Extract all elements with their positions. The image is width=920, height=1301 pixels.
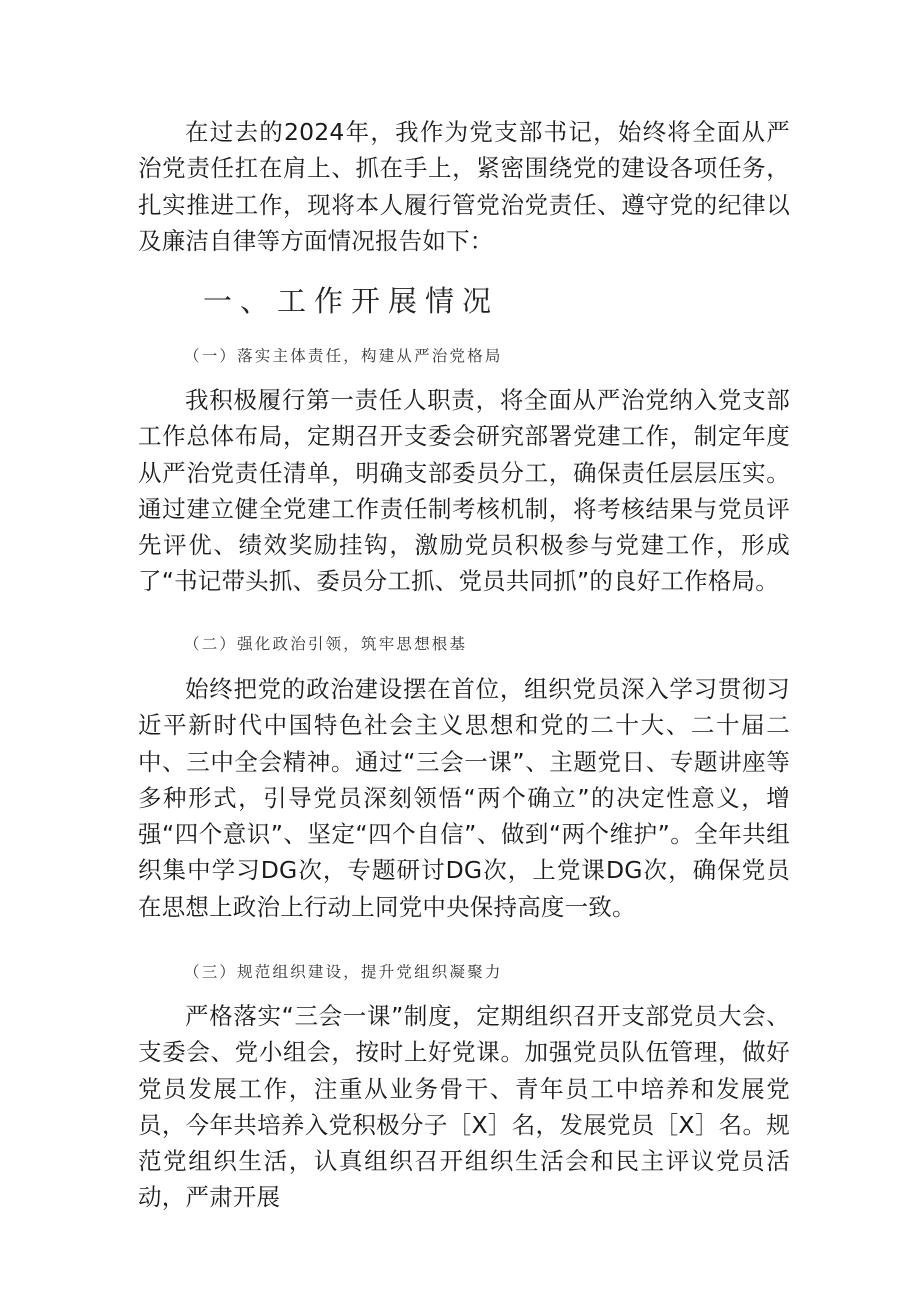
intro-paragraph: 在过去的2024年，我作为党支部书记，始终将全面从严治党责任扛在肩上、抓在手上，紧密围绕党的建设各项任务，扎实推进工作，现将本人履行管党治党责任、遵守党的纪律以及廉洁自律等方面情况报告如下： [138,118,790,255]
section-heading: 一、工作开展情况 [203,284,500,318]
body-paragraph-1: 我积极履行第一责任人职责，将全面从严治党纳入党支部工作总体布局，定期召开支委会研究部署党建工作，制定年度从严治党责任清单，明确支部委员分工，确保责任层层压实。通过建立健全党建工作责任制考核机制，将考核结果与党员评先评优、绩效奖励挂钩，激励党员积极参与党建工作，形成了“书记带头抓、委员分工抓、党员共同抓”的良好工作格局。 [138,386,790,596]
subheading-2: （二）强化政治引领，筑牢思想根基 [184,635,468,653]
subheading-3: （三）规范组织建设，提升党组织凝聚力 [184,963,503,981]
body-paragraph-3: 严格落实“三会一课”制度，定期组织召开支部党员大会、支委会、党小组会，按时上好党课。加强党员队伍管理，做好党员发展工作，注重从业务骨干、青年员工中培养和发展党员，今年共培养入党积极分子［X］名，发展党员［X］名。规范党组织生活，认真组织召开组织生活会和民主评议党员活动，严肃开展 [138,1002,790,1212]
subheading-1: （一）落实主体责任，构建从严治党格局 [184,347,503,365]
body-paragraph-2: 始终把党的政治建设摆在首位，组织党员深入学习贯彻习近平新时代中国特色社会主义思想和党的二十大、二十届二中、三中全会精神。通过“三会一课”、主题党日、专题讲座等多种形式，引导党员深刻领悟“两个确立”的决定性意义，增强“四个意识”、坚定“四个自信”、做到“两个维护”。全年共组织集中学习DG次，专题研讨DG次，上党课DG次，确保党员在思想上政治上行动上同党中央保持高度一致。 [138,675,790,921]
